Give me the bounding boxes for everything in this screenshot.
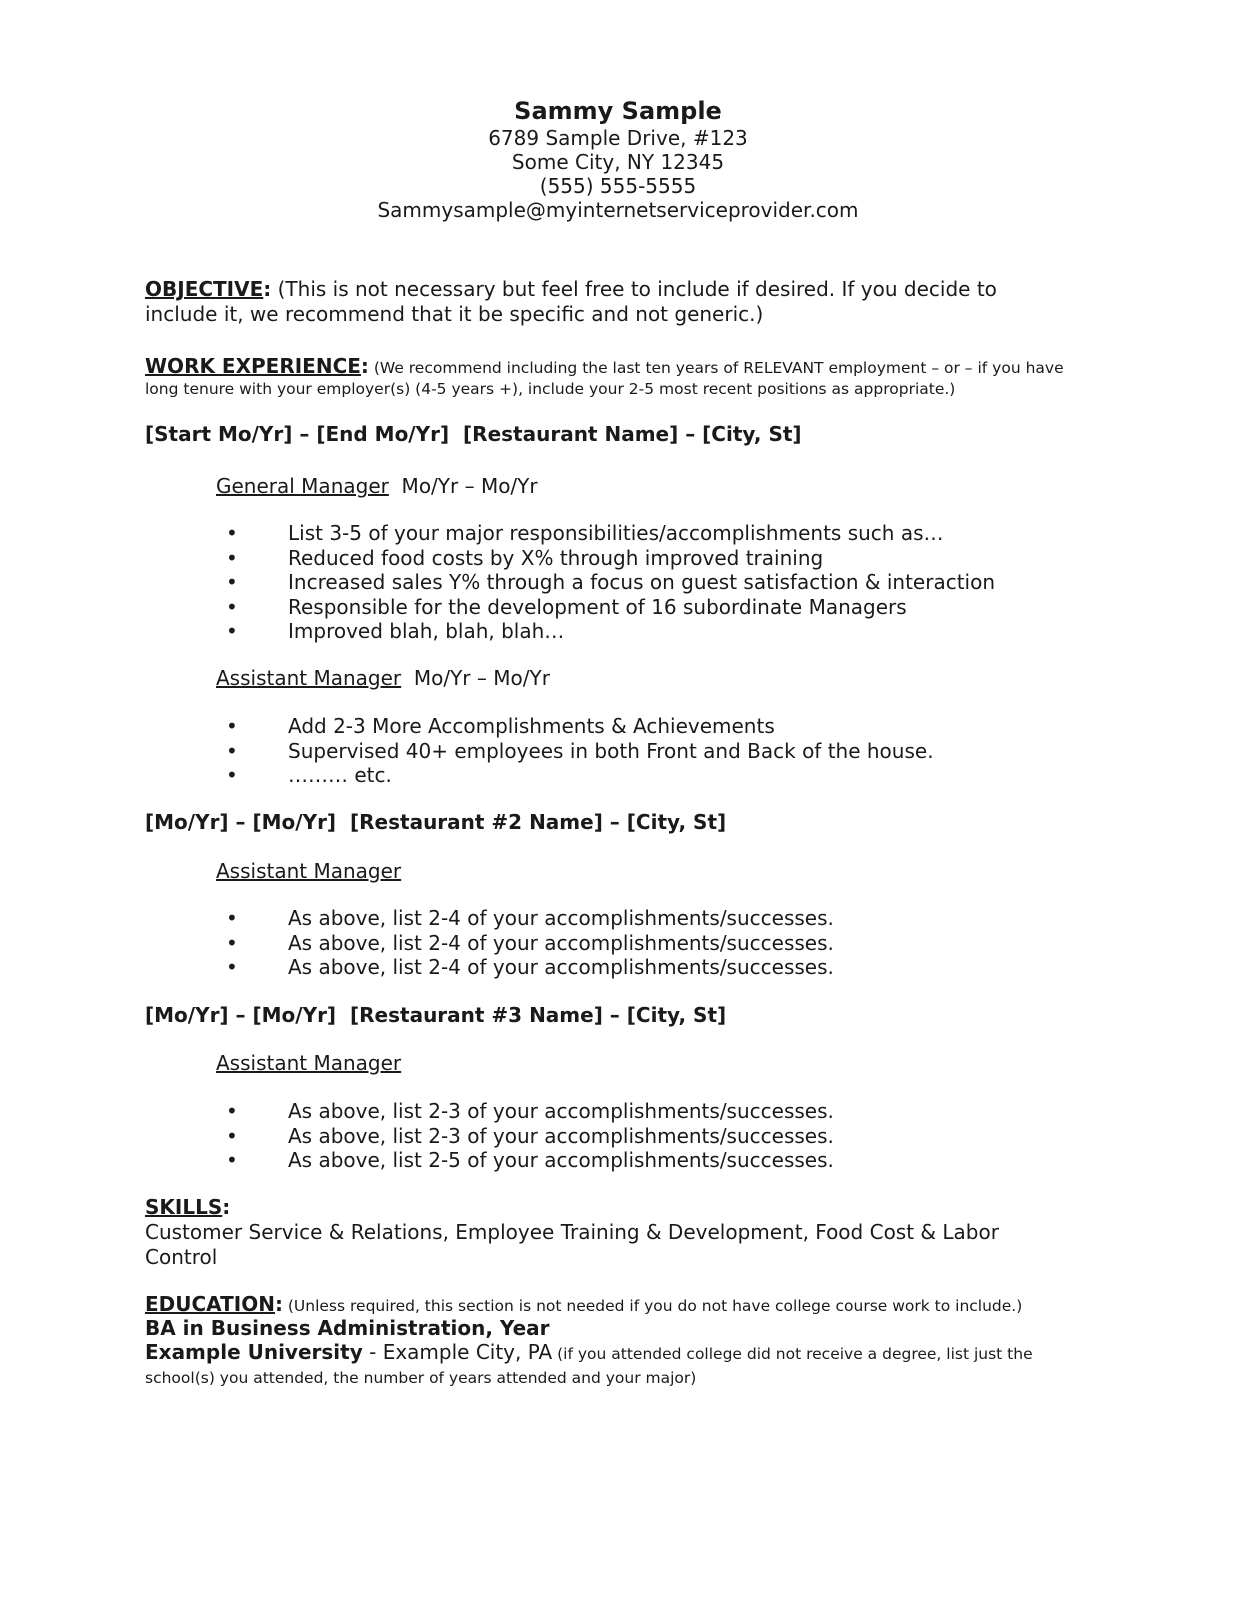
work-experience-heading: WORK EXPERIENCE: [145, 354, 361, 378]
bullet-icon: •: [226, 763, 238, 787]
job-2-role-1-bullets: [0, 906, 834, 980]
list-item: • As above, list 2-3 of your accomplishments/successes.: [226, 1123, 834, 1148]
list-item: • Add 2-3 More Accomplishments & Achievements: [226, 714, 775, 738]
bullet-icon: •: [226, 1123, 238, 1148]
address-line-1: 6789 Sample Drive, #123: [488, 126, 748, 150]
bullet-icon: •: [226, 906, 238, 930]
bullet-icon: •: [226, 1099, 238, 1123]
role-title: Assistant Manager: [216, 859, 402, 883]
bullet-icon: •: [226, 955, 238, 979]
candidate-name: Sammy Sample: [514, 97, 722, 125]
list-item: • Reduced food costs by X% through improved training: [226, 545, 824, 570]
role-title: General Manager: [216, 474, 389, 498]
list-item: • Increased sales Y% through a focus on guest satisfaction & interaction: [226, 570, 996, 594]
education-note: (Unless required, this section is not needed if you do not have college course work to include.): [282, 1297, 1023, 1315]
bullet-icon: •: [226, 594, 238, 619]
list-item: • ……… etc.: [226, 763, 392, 787]
job-1-role-2-bullets: [0, 714, 934, 788]
contact-header: [0, 96, 1236, 222]
school-location: - Example City, PA: [362, 1340, 553, 1364]
education-heading: EDUCATION: [145, 1292, 275, 1316]
degree-line: BA in Business Administration, Year: [145, 1316, 550, 1340]
list-item: • As above, list 2-4 of your accomplishments/successes.: [226, 906, 834, 930]
list-item: • As above, list 2-3 of your accomplishments/successes.: [226, 1099, 834, 1123]
job-3-header: [Mo/Yr] – [Mo/Yr] [Restaurant #3 Name] – [City, St]: [145, 1003, 727, 1027]
education-section: [145, 1292, 1075, 1388]
school-note: (if you attended college did not receive a degree, list just the school(s) you attended, the number of years attended and your major): [145, 1345, 1033, 1387]
job-2-role-1: [216, 859, 401, 884]
bullet-icon: •: [226, 1148, 238, 1172]
job-3-role-1-bullets: [0, 1099, 834, 1173]
job-2-header: [Mo/Yr] – [Mo/Yr] [Restaurant #2 Name] – [City, St]: [145, 810, 727, 834]
bullet-icon: •: [226, 521, 238, 545]
role-dates: Mo/Yr – Mo/Yr: [401, 666, 550, 690]
bullet-icon: •: [226, 714, 238, 738]
education-colon: :: [274, 1292, 283, 1316]
phone-number: (555) 555-5555: [539, 174, 697, 198]
list-item: • Responsible for the development of 16 subordinate Managers: [226, 594, 907, 619]
work-experience-note: (We recommend including the last ten years of RELEVANT employment – or – if you have long tenure with your employer(s) (4-5 years +), include your 2-5 most recent positions as appropriate.): [145, 359, 1064, 398]
skills-section: [145, 1195, 1075, 1270]
bullet-icon: •: [226, 570, 238, 594]
work-experience-colon: :: [360, 354, 369, 378]
address-line-2: Some City, NY 12345: [511, 150, 725, 174]
list-item: • As above, list 2-4 of your accomplishments/successes.: [226, 930, 834, 955]
list-item: • As above, list 2-5 of your accomplishments/successes.: [226, 1148, 834, 1172]
list-item: • Supervised 40+ employees in both Front and Back of the house.: [226, 738, 934, 763]
bullet-icon: •: [226, 930, 238, 955]
objective-text: (This is not necessary but feel free to include if desired. If you decide to include it, we recommend that it be specific and not generic.): [145, 277, 997, 326]
job-1-role-1-bullets: [0, 521, 995, 644]
role-title: Assistant Manager: [216, 1051, 402, 1075]
skills-heading: SKILLS: [145, 1195, 223, 1219]
skills-colon: :: [222, 1195, 231, 1219]
list-item: • As above, list 2-4 of your accomplishments/successes.: [226, 955, 834, 979]
job-1-role-2: [216, 666, 550, 691]
list-item: • Improved blah, blah, blah…: [226, 619, 565, 643]
email-address: Sammysample@myinternetserviceprovider.com: [377, 198, 859, 222]
role-dates: Mo/Yr – Mo/Yr: [388, 474, 538, 498]
objective-section: [145, 277, 1075, 327]
objective-colon: :: [263, 277, 272, 301]
job-3-role-1: [216, 1051, 401, 1076]
list-item: • List 3-5 of your major responsibilities/accomplishments such as…: [226, 521, 944, 545]
work-experience-section: [145, 354, 1075, 399]
role-title: Assistant Manager: [216, 666, 402, 690]
bullet-icon: •: [226, 619, 238, 643]
job-1-role-1: [216, 474, 538, 499]
bullet-icon: •: [226, 738, 238, 763]
school-name: Example University: [145, 1340, 363, 1364]
job-1-header: [Start Mo/Yr] – [End Mo/Yr] [Restaurant Name] – [City, St]: [145, 422, 802, 446]
objective-heading: OBJECTIVE: [145, 277, 264, 301]
bullet-icon: •: [226, 545, 238, 570]
skills-text: Customer Service & Relations, Employee Training & Development, Food Cost & Labor Control: [145, 1220, 999, 1269]
